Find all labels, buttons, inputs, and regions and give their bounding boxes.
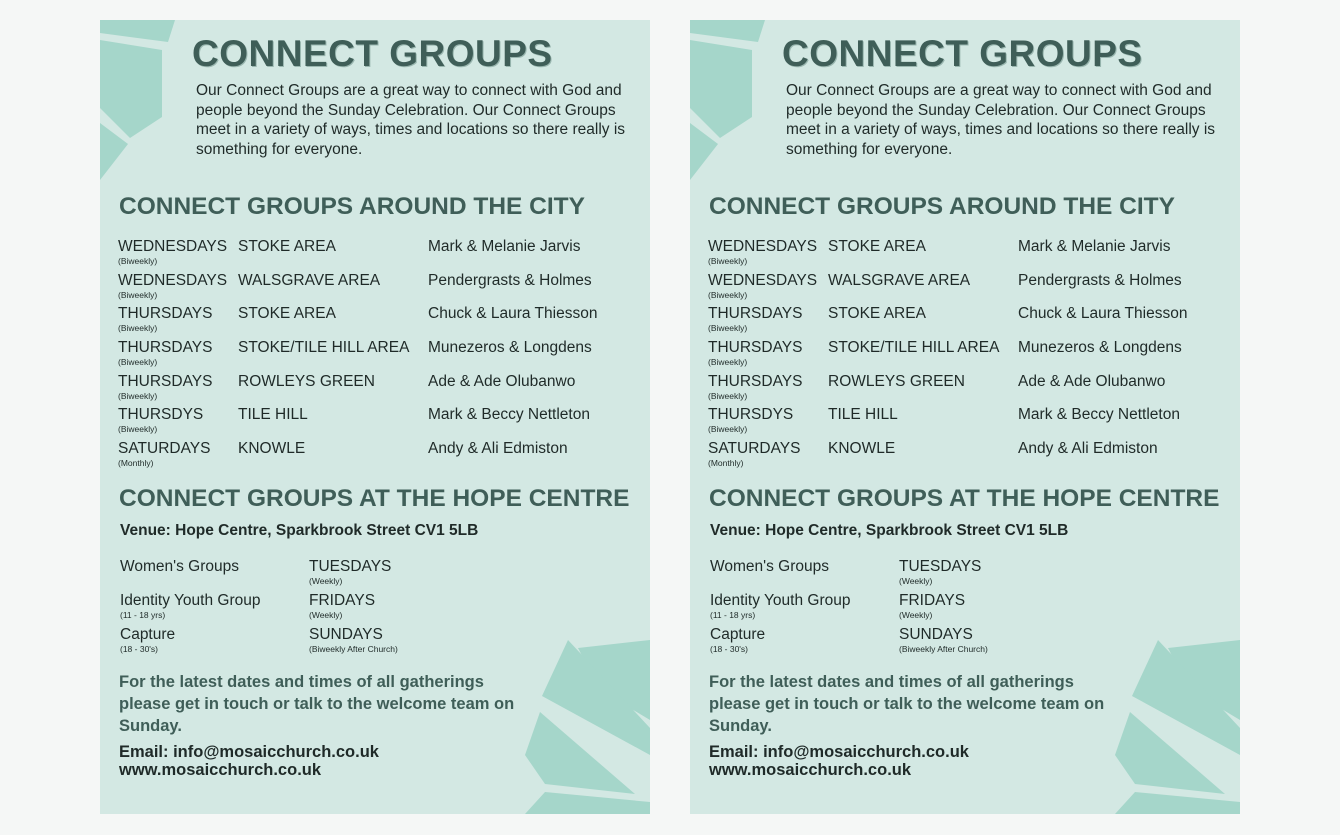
group-area: STOKE AREA [238, 305, 336, 322]
city-groups-heading: CONNECT GROUPS AROUND THE CITY [119, 193, 585, 220]
group-leaders: Mark & Beccy Nettleton [1018, 406, 1180, 423]
group-leaders: Ade & Ade Olubanwo [428, 373, 576, 390]
group-area: WALSGRAVE AREA [828, 272, 971, 289]
group-leaders: Mark & Melanie Jarvis [428, 238, 581, 255]
list-item [708, 406, 1228, 438]
group-frequency: (Biweekly) [118, 290, 158, 300]
hope-group-frequency: (Weekly) [309, 610, 343, 620]
group-area: TILE HILL [238, 406, 308, 423]
group-area: ROWLEYS GREEN [238, 373, 375, 390]
hope-group-frequency: (Weekly) [899, 610, 933, 620]
hope-group-name: Women's Groups [710, 558, 829, 575]
group-area: STOKE/TILE HILL AREA [238, 339, 410, 356]
hope-group-frequency: (Biweekly After Church) [899, 644, 988, 654]
hope-group-name: Capture [120, 626, 176, 643]
group-leaders: Munezeros & Longdens [1018, 339, 1182, 356]
intro-paragraph: Our Connect Groups are a great way to connect with God and people beyond the Sunday Celebration. Our Connect Groups meet in a variety of ways, times and locations so there really is something for everyone. [196, 82, 626, 159]
email-text: Email: info@mosaicchurch.co.uk [119, 743, 379, 761]
list-item [708, 339, 1228, 371]
group-day: THURSDAYS [708, 373, 803, 390]
group-area: TILE HILL [828, 406, 898, 423]
list-item [710, 558, 1130, 590]
group-area: WALSGRAVE AREA [238, 272, 381, 289]
list-item [708, 272, 1228, 304]
hope-group-age: (11 - 18 yrs) [120, 610, 166, 620]
hope-group-day: TUESDAYS [309, 558, 392, 575]
group-area: ROWLEYS GREEN [828, 373, 965, 390]
hope-group-name: Capture [710, 626, 766, 643]
list-item [710, 626, 1130, 658]
group-day: THURSDAYS [118, 339, 213, 356]
group-leaders: Andy & Ali Edmiston [1018, 440, 1158, 457]
group-day: WEDNESDAYS [118, 272, 228, 289]
group-day: THURSDYS [118, 406, 204, 423]
group-frequency: (Monthly) [118, 458, 154, 468]
list-item [118, 440, 638, 472]
list-item [708, 305, 1228, 337]
list-item [120, 558, 540, 590]
group-frequency: (Biweekly) [118, 323, 158, 333]
hope-group-age: (18 - 30's) [120, 644, 158, 654]
group-day: THURSDAYS [708, 305, 803, 322]
group-leaders: Mark & Beccy Nettleton [428, 406, 590, 423]
group-day: THURSDAYS [118, 305, 213, 322]
group-leaders: Chuck & Laura Thiesson [428, 305, 598, 322]
hope-group-name: Women's Groups [120, 558, 239, 575]
venue-text: Venue: Hope Centre, Sparkbrook Street CV1 5LB [710, 522, 1069, 539]
footer-text: For the latest dates and times of all gatherings please get in touch or talk to the welcome team on Sunday. [709, 673, 1105, 735]
group-frequency: (Biweekly) [708, 391, 748, 401]
group-leaders: Andy & Ali Edmiston [428, 440, 568, 457]
group-frequency: (Biweekly) [708, 424, 748, 434]
group-frequency: (Biweekly) [708, 290, 748, 300]
list-item [118, 339, 638, 371]
flyer-left [100, 20, 650, 814]
group-area: STOKE/TILE HILL AREA [828, 339, 1000, 356]
group-frequency: (Monthly) [708, 458, 744, 468]
group-frequency: (Biweekly) [708, 256, 748, 266]
group-area: KNOWLE [828, 440, 896, 457]
hope-group-day: FRIDAYS [899, 592, 966, 609]
hope-group-day: TUESDAYS [899, 558, 982, 575]
list-item [118, 272, 638, 304]
group-area: STOKE AREA [238, 238, 336, 255]
group-frequency: (Biweekly) [708, 323, 748, 333]
group-leaders: Mark & Melanie Jarvis [1018, 238, 1171, 255]
hope-group-frequency: (Biweekly After Church) [309, 644, 398, 654]
hope-group-day: SUNDAYS [309, 626, 383, 643]
group-day: WEDNESDAYS [708, 238, 818, 255]
group-leaders: Munezeros & Longdens [428, 339, 592, 356]
page-title: CONNECT GROUPS [782, 33, 1143, 74]
hope-group-day: SUNDAYS [899, 626, 973, 643]
group-area: KNOWLE [238, 440, 306, 457]
group-day: WEDNESDAYS [118, 238, 228, 255]
group-frequency: (Biweekly) [118, 357, 158, 367]
list-item [708, 238, 1228, 270]
group-frequency: (Biweekly) [118, 391, 158, 401]
group-frequency: (Biweekly) [118, 256, 158, 266]
hope-group-day: FRIDAYS [309, 592, 376, 609]
group-area: STOKE AREA [828, 305, 926, 322]
venue-text: Venue: Hope Centre, Sparkbrook Street CV1 5LB [120, 522, 479, 539]
page-title: CONNECT GROUPS [192, 33, 553, 74]
website-text: www.mosaicchurch.co.uk [119, 761, 322, 779]
list-item [710, 592, 1130, 624]
group-leaders: Ade & Ade Olubanwo [1018, 373, 1166, 390]
hope-centre-heading: CONNECT GROUPS AT THE HOPE CENTRE [119, 485, 630, 512]
group-leaders: Pendergrasts & Holmes [428, 272, 592, 289]
list-item [118, 238, 638, 270]
website-text: www.mosaicchurch.co.uk [709, 761, 912, 779]
hope-group-frequency: (Weekly) [899, 576, 933, 586]
hope-centre-heading: CONNECT GROUPS AT THE HOPE CENTRE [709, 485, 1220, 512]
group-day: SATURDAYS [708, 440, 801, 457]
list-item [120, 592, 540, 624]
group-frequency: (Biweekly) [708, 357, 748, 367]
group-leaders: Chuck & Laura Thiesson [1018, 305, 1188, 322]
group-frequency: (Biweekly) [118, 424, 158, 434]
list-item [118, 406, 638, 438]
group-day: WEDNESDAYS [708, 272, 818, 289]
group-day: THURSDAYS [118, 373, 213, 390]
group-day: THURSDAYS [708, 339, 803, 356]
group-leaders: Pendergrasts & Holmes [1018, 272, 1182, 289]
list-item [118, 373, 638, 405]
hope-group-frequency: (Weekly) [309, 576, 343, 586]
list-item [708, 373, 1228, 405]
intro-paragraph: Our Connect Groups are a great way to connect with God and people beyond the Sunday Celebration. Our Connect Groups meet in a variety of ways, times and locations so there really is something for everyone. [786, 82, 1216, 159]
hope-group-name: Identity Youth Group [120, 592, 261, 609]
email-text: Email: info@mosaicchurch.co.uk [709, 743, 969, 761]
flyer-right [690, 20, 1240, 814]
footer-text: For the latest dates and times of all gatherings please get in touch or talk to the welcome team on Sunday. [119, 673, 515, 735]
hope-group-age: (18 - 30's) [710, 644, 748, 654]
hope-group-age: (11 - 18 yrs) [710, 610, 756, 620]
hope-group-name: Identity Youth Group [710, 592, 851, 609]
group-day: SATURDAYS [118, 440, 211, 457]
list-item [120, 626, 540, 658]
group-day: THURSDYS [708, 406, 794, 423]
list-item [708, 440, 1228, 472]
group-area: STOKE AREA [828, 238, 926, 255]
city-groups-heading: CONNECT GROUPS AROUND THE CITY [709, 193, 1175, 220]
list-item [118, 305, 638, 337]
